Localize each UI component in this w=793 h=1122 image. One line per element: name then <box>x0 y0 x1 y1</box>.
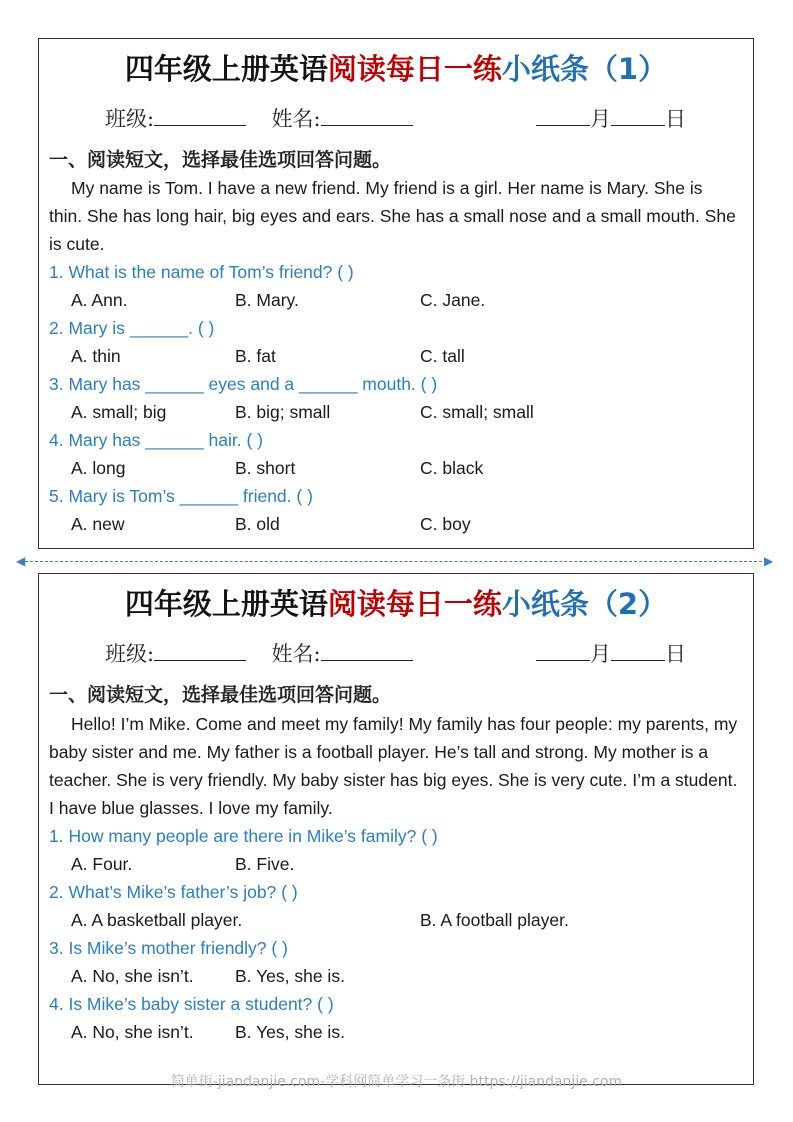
option-b[interactable]: B. old <box>235 514 280 534</box>
month-blank[interactable] <box>536 642 590 661</box>
passage-text: Hello! I’m Mike. Come and meet my family! My family has four people: my parents, my baby sister and me. My father is a football player. He’s tall and strong. My mother is a teacher. She is very friendly. My baby sister has big eyes. She is very cute. I’m a student. I have blue glasses. I love my family. <box>49 714 738 818</box>
footer-watermark: 简单街-jiandanjie.com-学科网简单学习一条街 https://jiandanjie.com <box>170 1074 623 1090</box>
option-b[interactable]: B. Yes, she is. <box>235 966 345 986</box>
option-a[interactable]: A. long <box>71 458 126 478</box>
section-heading: 一、阅读短文，选择最佳选项回答问题。 <box>49 149 392 171</box>
month-blank[interactable] <box>536 107 590 126</box>
date-line <box>536 103 686 133</box>
day-label: 日 <box>665 107 686 131</box>
class-name-line <box>105 638 413 668</box>
sheet-title <box>39 582 753 623</box>
question-5: 5. Mary is Tom’s ______ friend. ( ) <box>49 486 313 506</box>
worksheet-card-1 <box>38 38 754 549</box>
option-b[interactable]: B. big; small <box>235 402 331 422</box>
option-a[interactable]: A. thin <box>71 346 121 366</box>
sheet-title <box>39 47 753 88</box>
month-label: 月 <box>590 642 611 666</box>
name-blank[interactable] <box>321 642 413 661</box>
title-reading: 阅读每日一练 <box>327 587 502 621</box>
question-1: 1. What is the name of Tom’s friend? ( ) <box>49 262 354 282</box>
cut-line <box>20 561 772 562</box>
day-blank[interactable] <box>611 642 665 661</box>
class-label: 班级: <box>105 107 155 131</box>
option-a[interactable]: A. No, she isn’t. <box>71 966 194 986</box>
reading-passage <box>49 174 739 258</box>
option-c[interactable]: C. tall <box>420 346 465 366</box>
question-2: 2. Mary is ______. ( ) <box>49 318 215 338</box>
passage-text: My name is Tom. I have a new friend. My friend is a girl. Her name is Mary. She is thin. She has long hair, big eyes and ears. She has a small nose and a small mouth. She is cute. <box>49 178 736 254</box>
day-blank[interactable] <box>611 107 665 126</box>
month-label: 月 <box>590 107 611 131</box>
option-c[interactable]: C. Jane. <box>420 290 486 310</box>
option-b[interactable]: B. A football player. <box>420 910 569 930</box>
option-c[interactable]: C. black <box>420 458 484 478</box>
question-4: 4. Mary has ______ hair. ( ) <box>49 430 263 450</box>
question-1: 1. How many people are there in Mike’s family? ( ) <box>49 826 438 846</box>
name-label: 姓名: <box>271 642 321 666</box>
day-label: 日 <box>665 642 686 666</box>
class-blank[interactable] <box>154 107 246 126</box>
option-a[interactable]: A. small; big <box>71 402 167 422</box>
title-note: 小纸条（1） <box>501 52 668 86</box>
class-blank[interactable] <box>154 642 246 661</box>
option-c[interactable]: C. small; small <box>420 402 534 422</box>
reading-passage <box>49 710 739 822</box>
option-b[interactable]: B. Five. <box>235 854 295 874</box>
question-3: 3. Mary has ______ eyes and a ______ mouth. ( ) <box>49 374 438 394</box>
date-line <box>536 638 686 668</box>
section-heading: 一、阅读短文，选择最佳选项回答问题。 <box>49 684 392 706</box>
option-a[interactable]: A. Ann. <box>71 290 128 310</box>
question-2: 2. What’s Mike’s father’s job? ( ) <box>49 882 298 902</box>
option-a[interactable]: A. No, she isn’t. <box>71 1022 194 1042</box>
option-b[interactable]: B. fat <box>235 346 276 366</box>
title-grade: 四年级上册英语 <box>124 587 328 621</box>
option-b[interactable]: B. Mary. <box>235 290 299 310</box>
option-a[interactable]: A. new <box>71 514 125 534</box>
name-blank[interactable] <box>321 107 413 126</box>
option-a[interactable]: A. Four. <box>71 854 133 874</box>
worksheet-card-2 <box>38 573 754 1085</box>
name-label: 姓名: <box>271 107 321 131</box>
option-c[interactable]: C. boy <box>420 514 471 534</box>
question-4: 4. Is Mike’s baby sister a student? ( ) <box>49 994 334 1014</box>
cut-arrow-left-icon: ◀ <box>16 554 26 568</box>
option-a[interactable]: A. A basketball player. <box>71 910 243 930</box>
option-b[interactable]: B. short <box>235 458 296 478</box>
cut-arrow-right-icon: ▶ <box>764 554 774 568</box>
title-note: 小纸条（2） <box>501 587 668 621</box>
title-grade: 四年级上册英语 <box>124 52 328 86</box>
class-name-line <box>105 103 413 133</box>
title-reading: 阅读每日一练 <box>327 52 502 86</box>
class-label: 班级: <box>105 642 155 666</box>
option-b[interactable]: B. Yes, she is. <box>235 1022 345 1042</box>
question-3: 3. Is Mike’s mother friendly? ( ) <box>49 938 288 958</box>
